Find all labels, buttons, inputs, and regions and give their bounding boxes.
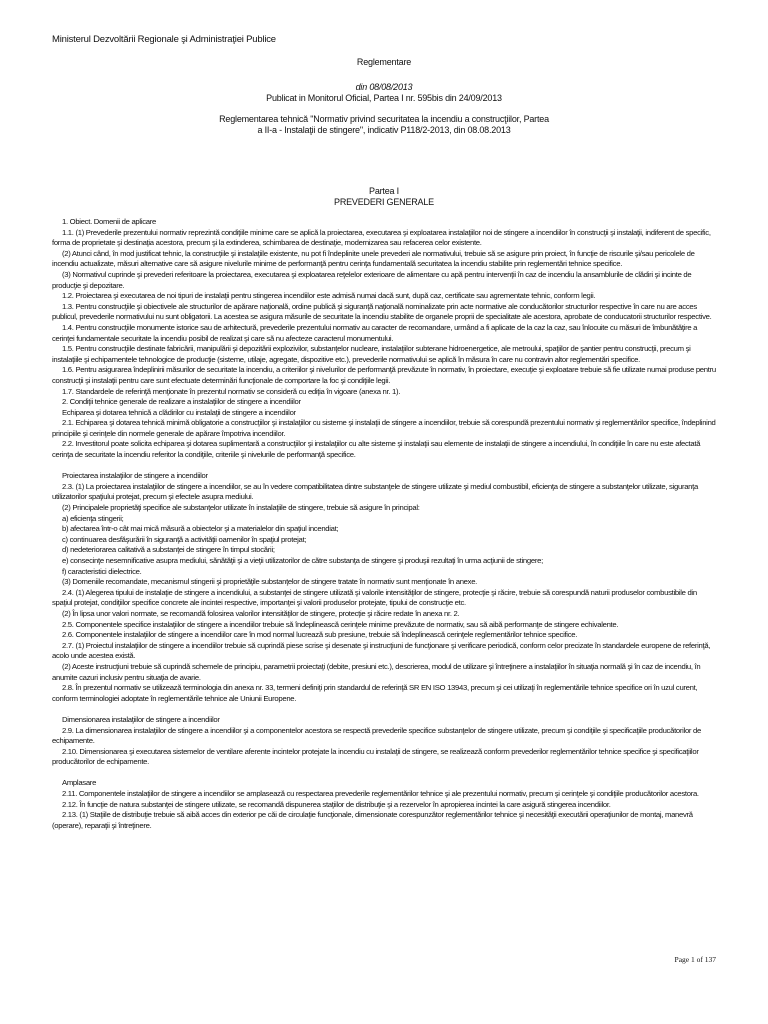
- section-heading: PREVEDERI GENERALE: [334, 197, 434, 207]
- body-paragraph: 1.2. Proiectarea şi executarea de noi tipuri de instalaţii pentru stingerea incendiilor este admisă numai dacă sunt, după caz, certificate sau agrementate tehnic, conform legii.: [62, 291, 596, 301]
- body-paragraph: c) continuarea desfăşurării în siguranţă a activităţii oamenilor în spaţiul protejat;: [62, 534, 307, 544]
- body-paragraph: 2. Condiţii tehnice generale de realizare a instalaţiilor de stingere a incendiilor: [62, 397, 301, 407]
- body-paragraph: 2.11. Componentele instalaţiilor de stingere a incendiilor se amplasează cu respectarea prevederile reglementărilor tehnice şi ale prezentului normativ, precum şi cerinţele şi condiţiile producătorilor acestora.: [62, 789, 699, 799]
- body-paragraph: 2.2. Investitorul poate solicita echiparea şi dotarea suplimentară a construcţiilor şi instalaţiilor cu alte sisteme şi instalaţii sau elemente de instalaţii de stingere a incendiului, în condiţiile în care nu este afectată cerinţa de securitate la incendiu referitor la condiţiile, criteriile şi nivelurile de performanţă specifice.: [52, 439, 701, 460]
- body-paragraph: e) consecinţe nesemnificative asupra mediului, sănătăţii şi a vieţii utilizatorilor de către substanţa de stingere şi produşii rezultaţi în urma acţiunii de stingere;: [62, 556, 543, 565]
- body-paragraph: (3) Normativul cuprinde şi prevederi referitoare la proiectarea, executarea şi exploatarea reţelelor exterioare de alimentare cu apă pentru intervenţii în caz de incendiu la ansamblurile de clădiri şi incinte de producţie şi depozitare.: [52, 269, 692, 290]
- regulation-title-line-1: Reglementarea tehnică "Normativ privind securitatea la incendiu a construcţiilor, Partea: [219, 114, 549, 124]
- body-paragraph: 1.7. Standardele de referinţă menţionate în prezentul normativ se consideră cu ediţia în vigoare (anexa nr. 1).: [62, 386, 401, 396]
- body-paragraph: 2.10. Dimensionarea şi executarea sistemelor de ventilare aferente incintelor protejate la incendiu cu instalaţii de stingere, se realizează conform prevederilor reglementărilor tehnice specifice şi specificaţiilor producătorilor de echipamente.: [52, 746, 699, 767]
- body-paragraph: 2.9. La dimensionarea instalaţiilor de stingere a incendiilor şi a componentelor acestora se respectă prevederile specifice substanţelor de stingere utilizate, precum şi condiţiile şi specificaţiile producătorilor de echipamente.: [52, 725, 701, 746]
- body-paragraph: 2.12. În funcţie de natura substanţei de stingere utilizate, se recomandă dispunerea staţiilor de distribuţie şi a rezervelor în apropierea incintei la care asigură stingerea incendiilor.: [62, 799, 611, 809]
- document-date: din 08/08/2013: [355, 82, 413, 92]
- body-paragraph: b) afectarea într-o cât mai mică măsură a obiectelor şi a materialelor din spaţiul incendiat;: [62, 524, 339, 534]
- body-paragraph: (2) Aceste instrucţiuni trebuie să cuprindă schemele de principiu, parametrii proiectaţi (debite, presiuni etc.), descrierea, modul de utilizare şi întreţinere a instalaţiilor în situaţia normală şi în caz de incendiu, în anumite cazuri inclusiv pentru situaţia de avarie.: [52, 661, 701, 682]
- body-paragraph: (3) Domeniile recomandate, mecanismul stingerii şi proprietăţile substanţelor de stingere tratate în normativ sunt menţionate în anexe.: [62, 577, 478, 587]
- body-paragraph: (2) Atunci când, în mod justificat tehnic, la construcţiile şi instalaţiile existente, nu pot fi îndeplinite unele prevederi ale normativului, trebuie să se asigure prin proiect, în funcţie de riscurile şi/sau pericolele de incendiu actualizate, măsuri alternative care să asigure nivelurile minime de performanţă pentru cerinţa fundamentală securitatea la incendiu stabilite prin reglementări tehnice specifice.: [52, 248, 695, 269]
- body-paragraph: 1. Obiect. Domenii de aplicare: [62, 217, 156, 226]
- publication-info: Publicat in Monitorul Oficial, Partea I nr. 595bis din 24/09/2013: [266, 93, 502, 103]
- regulation-title-line-2: a II-a - Instalaţii de stingere", indicativ P118/2-2013, din 08.08.2013: [257, 125, 511, 135]
- body-paragraph: 2.13. (1) Staţiile de distribuţie trebuie să aibă acces din exterior pe căi de circulaţie funcţionale, dimensionate corespunzător reglementărilor tehnice şi necesităţii executării operaţiunilor de montaj, manevră (operare), reparaţii şi întreţinere.: [52, 810, 693, 830]
- body-paragraph: 2.4. (1) Alegerea tipului de instalaţie de stingere a incendiului, a substanţei de stingere utilizată şi valorile intensităţilor de stingere, protecţie şi răcire, trebuie să corespundă naturii produselor combustibile din spaţiul protejat, condiţiilor specifice concrete ale incintei respective, importanţei şi valorii produselor protejate, tipului de construcţie etc.: [52, 587, 697, 608]
- body-paragraph: a) eficienţa stingerii;: [62, 513, 124, 523]
- body-paragraph: (2) În lipsa unor valori normate, se recomandă folosirea valorilor intensităţilor de stingere, protecţie şi răcire redate în anexa nr. 2.: [62, 608, 460, 618]
- body-paragraph: d) nedeteriorarea calitativă a substanţei de stingere în timpul stocării;: [62, 545, 275, 555]
- page-number: Page 1 of 137: [674, 955, 716, 964]
- body-paragraph: Echiparea şi dotarea tehnică a clădirilor cu instalaţii de stingere a incendiilor: [62, 407, 296, 417]
- body-paragraph: Amplasare: [62, 778, 97, 788]
- body-paragraph: f) caracteristici dielectrice.: [62, 566, 142, 576]
- body-paragraph: (2) Principalele proprietăţi specifice ale substanţelor utilizate în instalaţiile de stingere, trebuie să asigure în principal:: [62, 503, 420, 513]
- body-paragraph: 2.6. Componentele instalaţiilor de stingere a incendiilor care în mod normal lucrează sub presiune, trebuie să îndeplinească cerinţele reglementărilor tehnice specifice.: [62, 630, 578, 640]
- body-paragraph: 1.6. Pentru asigurarea îndeplinirii măsurilor de securitate la incendiu, a criteriilor şi nivelurilor de performanţă prevăzute în normativ, în proiectare, execuţie şi exploatare trebuie să fie utilizate numai produse pentru construcţii şi instalaţii pentru care sunt efectuate determinări funcţionale de comportare la foc şi condiţiile legii.: [52, 365, 716, 385]
- body-paragraph: 1.1. (1) Prevederile prezentului normativ reprezintă condiţiile minime care se aplică la proiectarea, executarea şi exploatarea instalaţiilor noi de stingere a incendiilor în construcţii şi instalaţii, indiferent de specific, forma de proprietate şi destinaţia acestora, precum şi la extinderea, schimbarea de destinaţie, modernizarea sau refacerea celor existente.: [52, 227, 711, 248]
- document-body: [52, 217, 716, 831]
- ministry-name: Ministerul Dezvoltării Regionale şi Administraţiei Publice: [52, 34, 276, 45]
- body-paragraph: 2.1. Echiparea şi dotarea tehnică minimă obligatorie a construcţiilor şi instalaţiilor cu sisteme şi instalaţii de stingere a incendiilor, trebuie să corespundă prezentului normativ şi reglementărilor specifice, îndeplinind principiile şi cerinţele din normele generale de apărare împotriva incendiilor.: [52, 418, 716, 438]
- body-paragraph: 1.3. Pentru construcţiile şi obiectivele ale structurilor de apărare naţională, ordine publică şi siguranţă naţională nominalizate prin acte normative ale conducătorilor structurilor respective în care nu are acces publicul, prevederile normativului nu sunt obligatorii. La acestea se asigura măsurile de securitate la incendiu stabilite de organele proprii de specialitate ale acestora, aprobate de conducatorii structurilor respective.: [52, 301, 712, 322]
- body-paragraph: 2.7. (1) Proiectul instalaţiilor de stingere a incendiilor trebuie să cuprindă piese scrise şi desenate şi instrucţiuni de funcţionare şi verificare periodică, conform celor precizate în standardele europene de referinţă, acolo unde acestea există.: [52, 640, 711, 661]
- body-paragraph: 1.4. Pentru construcţiile monumente istorice sau de arhitectură, prevederile prezentului normativ au caracter de recomandare, urmând a fi aplicate de la caz la caz, sau înlocuite cu măsuri de îmbunătăţire a cerinţei fundamentale securitate la incendiu posibil de realizat şi care să nu afecteze caracterul monumentului.: [52, 322, 698, 343]
- body-paragraph: 1.5. Pentru construcţiile destinate fabricării, manipulării şi depozitării explozivilor, substanţelor nucleare, instalaţiilor subterane hidroenergetice, ale metroului, spaţiilor de şantier pentru construcţii, precum şi instalaţiile şi echipamentele tehnologice de producţie (sisteme, utilaje, agregate, dispozitive etc.), prevederile normativului se aplică în măsura în care nu contravin altor reglementări specifice.: [52, 344, 691, 364]
- document-type: Reglementare: [356, 57, 412, 67]
- body-paragraph: Proiectarea instalaţiilor de stingere a incendiilor: [62, 471, 208, 481]
- body-paragraph: 2.3. (1) La proiectarea instalaţiilor de stingere a incendiilor, se au în vedere compatibilitatea dintre substanţele de stingere utilizate şi mediul combustibil, eficienţa de stingere a substanţelor utilizate, siguranţa utilizatorilor spaţiului protejat, precum şi efectele asupra mediului.: [52, 481, 698, 502]
- body-paragraph: Dimensionarea instalaţiilor de stingere a incendiilor: [62, 714, 220, 724]
- part-heading: Partea I: [369, 186, 399, 196]
- body-paragraph: 2.5. Componentele specifice instalaţiilor de stingere a incendiilor trebuie să îndeplinească cerinţele minime prevăzute de normativ, sau să aibă performanţe de stingere echivalente.: [62, 619, 619, 629]
- body-paragraph: 2.8. În prezentul normativ se utilizează terminologia din anexa nr. 33, termeni definiţi prin standardul de referinţă SR EN ISO 13943, precum şi cei utilizaţi în reglementările tehnice specifice ori în uzul curent, conform terminologiei adoptate în reglementările tehnice ale Uniunii Europene.: [52, 683, 698, 703]
